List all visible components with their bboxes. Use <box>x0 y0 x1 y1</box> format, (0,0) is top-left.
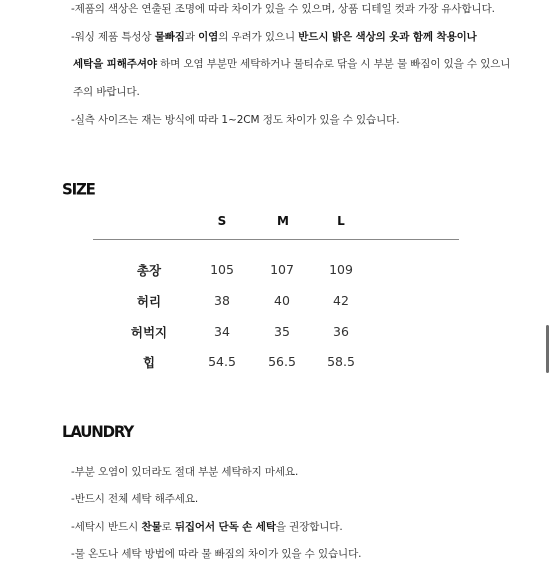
size-col-l: L <box>337 214 345 228</box>
note-washing-warning-cont: 세탁을 피해주셔야 하며 오염 부분만 세탁하거나 물티슈로 닦을 시 부분 물 빠짐이 있을 수 있으니 <box>73 58 511 70</box>
size-table-divider <box>93 239 459 240</box>
laundry-heading: LAUNDRY <box>62 422 134 442</box>
scrollbar-thumb[interactable] <box>546 325 549 373</box>
row-label: 총장 <box>136 263 162 278</box>
note-washing-warning: -워싱 제품 특성상 물빠짐과 이염의 우려가 있으니 반드시 밝은 색상의 옷과 함께 착용이나 <box>71 31 477 43</box>
laundry-line-4: -물 온도나 세탁 방법에 따라 물 빠짐의 차이가 있을 수 있습니다. <box>71 548 362 560</box>
cell: 56.5 <box>268 354 296 369</box>
cell: 34 <box>214 324 230 339</box>
cell: 38 <box>214 293 230 308</box>
note-washing-warning-end: 주의 바랍니다. <box>73 86 140 98</box>
cell: 107 <box>270 262 294 277</box>
laundry-line-1: -부분 오염이 있더라도 절대 부분 세탁하지 마세요. <box>71 466 299 478</box>
cell: 105 <box>210 262 234 277</box>
cell: 109 <box>329 262 353 277</box>
note-color-disclaimer: -제품의 색상은 연출된 조명에 따라 차이가 있을 수 있으며, 상품 디테일 컷과 가장 유사합니다. <box>71 3 495 15</box>
size-col-m: M <box>277 214 289 228</box>
size-heading: SIZE <box>62 179 95 199</box>
cell: 42 <box>333 293 349 308</box>
row-label: 허리 <box>136 294 162 309</box>
size-col-s: S <box>217 214 227 228</box>
laundry-line-3: -세탁시 반드시 찬물로 뒤집어서 단독 손 세탁을 권장합니다. <box>71 521 343 533</box>
cell: 35 <box>274 324 290 339</box>
row-label: 힙 <box>142 355 156 370</box>
cell: 40 <box>274 293 290 308</box>
row-label: 허벅지 <box>130 325 168 340</box>
cell: 58.5 <box>327 354 355 369</box>
laundry-line-2: -반드시 전체 세탁 해주세요. <box>71 493 199 505</box>
note-measurement: -실측 사이즈는 재는 방식에 따라 1~2CM 정도 차이가 있을 수 있습니다. <box>71 114 400 126</box>
cell: 54.5 <box>208 354 236 369</box>
cell: 36 <box>333 324 349 339</box>
